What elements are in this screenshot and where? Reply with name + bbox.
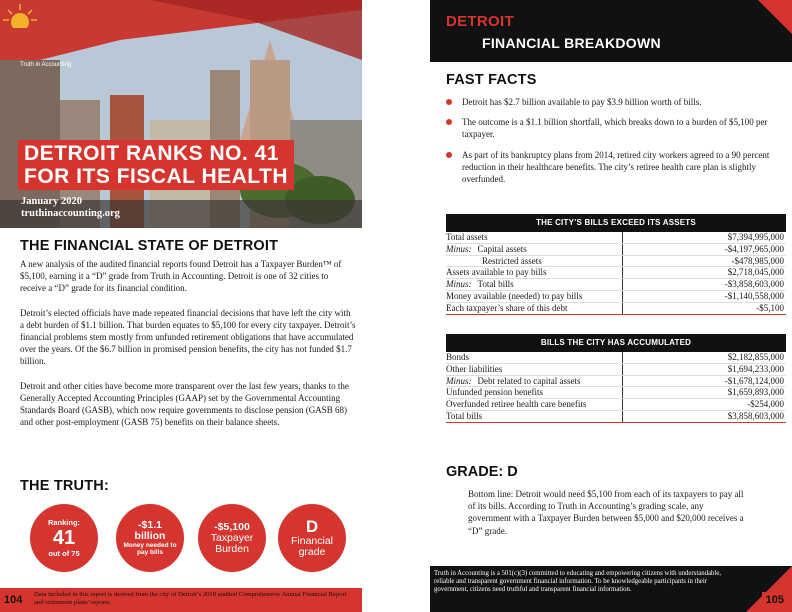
table-row xyxy=(446,256,786,268)
report-date: January 2020 xyxy=(21,196,82,207)
row-value: -$478,985,000 xyxy=(731,255,784,266)
bubble-bottom: Money needed to pay bills xyxy=(123,541,177,556)
row-label: Money available (needed) to pay bills xyxy=(446,290,583,301)
left-footer xyxy=(0,588,362,612)
website-link[interactable]: truthinaccounting.org xyxy=(21,208,120,219)
row-label: Total assets xyxy=(446,232,488,242)
bubble-big: billion xyxy=(134,529,166,542)
page-number: 105 xyxy=(762,592,788,608)
table-row xyxy=(446,376,786,388)
list-item: The outcome is a $1.1 billion shortfall, which breaks down to a burden of $5,100 per taxpayer. xyxy=(446,116,776,140)
footnote: Data included in this report is derived from the city of Detroit’s 2018 audited Comprehensive Annual Financial Report and retirement plans’ reports. xyxy=(34,591,347,606)
corner-accent xyxy=(758,0,792,34)
grade-value: D xyxy=(507,464,518,480)
list-item: As part of its bankruptcy plans from 2014, retired city workers agreed to a 90 percent reduction in their healthcare benefits. The city’s retiree health care plan is slightly overfunded. xyxy=(446,149,776,186)
grade-bubble xyxy=(278,504,346,572)
headline-line1: DETROIT RANKS NO. 41 xyxy=(24,142,280,165)
row-label: Overfunded retiree health care benefits xyxy=(446,399,587,410)
footer-text: Truth in Accounting is a 501(c)(3) committed to educating and empowering citizens with understandable, reliable and transparent government financial information. To be knowledgeable participants in their government, citizens need truthful and transparent financial information. xyxy=(434,570,722,593)
grade-heading xyxy=(446,464,518,480)
paragraph-1: A new analysis of the audited financial reports found Detroit has a Taxpayer Burden™ of $5,100, earning it a “D” grade from Truth in Accounting. Detroit is one of 32 cities to receive a “D” grade for its financial condition. xyxy=(20,259,342,294)
row-label: Assets available to pay bills xyxy=(446,267,547,278)
table-title: BILLS THE CITY HAS ACCUMULATED xyxy=(446,334,786,352)
bubble-top: -$1.1 xyxy=(138,518,162,531)
right-header xyxy=(430,0,792,62)
row-label: Total bills xyxy=(477,279,514,290)
paragraph-2: Detroit’s elected officials have made repeated financial decisions that have left the city with a debt burden of $1.1 billion. That burden equates to $5,100 for every city taxpayer. Detroit’s financial problems stem mostly from unfunded retirement obligations that have accumulated over the years. Of the $6.7 billion in promised pension benefits, the city has not funded $1.7 billion. xyxy=(20,307,356,367)
table-row xyxy=(446,303,786,315)
row-label: Restricted assets xyxy=(482,255,542,266)
list-item: Detroit has $2.7 billion available to pay $3.9 billion worth of bills. xyxy=(446,96,776,108)
row-label: Total bills xyxy=(446,410,483,421)
header-subtitle: FINANCIAL BREAKDOWN xyxy=(482,35,661,51)
row-value: $2,718,045,000 xyxy=(727,267,784,278)
fast-facts-list xyxy=(446,96,776,193)
headline-line2: FOR ITS FISCAL HEALTH xyxy=(24,165,289,188)
row-value: $1,659,893,000 xyxy=(727,387,784,398)
row-label: Debt related to capital assets xyxy=(477,375,581,386)
assets-table xyxy=(446,214,786,315)
row-label: Other liabilities xyxy=(446,363,503,374)
bubble-big: 41 xyxy=(52,527,76,549)
fast-facts-title: FAST FACTS xyxy=(446,72,537,88)
row-value: -$1,678,124,000 xyxy=(724,375,784,386)
taxpayer-burden-bubble xyxy=(198,504,266,572)
skyline-image xyxy=(0,0,362,228)
right-page xyxy=(430,0,792,612)
bubble-big: Financial xyxy=(290,535,334,547)
row-value: $3,858,603,000 xyxy=(727,410,784,421)
row-label: Each taxpayer’s share of this debt xyxy=(446,302,568,313)
money-needed-bubble xyxy=(116,504,184,572)
table-row xyxy=(446,279,786,291)
row-value: -$254,000 xyxy=(747,399,784,410)
bubble-top: Ranking: xyxy=(47,518,81,527)
grade-label: GRADE: xyxy=(446,464,504,480)
hero-photo xyxy=(0,0,362,228)
table-title: THE CITY’S BILLS EXCEED ITS ASSETS xyxy=(446,214,786,232)
table-row xyxy=(446,399,786,411)
logo-text: Truth in Accounting xyxy=(20,62,72,68)
bubble-bottom: grade xyxy=(298,546,326,558)
paragraph-3: Detroit and other cities have become more transparent over the last few years, thanks to the Generally Accepted Accounting Principles (GAAP) set by the Governmental Accounting Standards Board (GASB), which now require governments to disclose pension (GASB 68) and other post-employment (GASB 75) benefits on their balance sheets. xyxy=(20,380,349,428)
headline xyxy=(18,140,294,190)
table-row xyxy=(446,411,786,423)
truth-title: THE TRUTH: xyxy=(20,478,109,494)
row-label: Capital assets xyxy=(477,243,527,254)
row-value: $2,182,855,000 xyxy=(727,352,784,362)
table-row xyxy=(446,244,786,256)
table-row xyxy=(446,291,786,303)
table-row xyxy=(446,352,786,364)
table-row xyxy=(446,364,786,376)
section-title: THE FINANCIAL STATE OF DETROIT xyxy=(20,238,279,254)
header-city: DETROIT xyxy=(446,13,514,30)
row-value: $7,394,995,000 xyxy=(727,232,784,242)
row-prefix: Minus: xyxy=(446,243,472,254)
bubble-bottom: out of 75 xyxy=(48,549,80,558)
row-value: -$1,140,558,000 xyxy=(724,290,784,301)
row-value: -$3,858,603,000 xyxy=(724,279,784,290)
bubble-top: D xyxy=(305,517,319,536)
table-row xyxy=(446,267,786,279)
bubble-top: -$5,100 xyxy=(214,520,250,533)
row-value: $1,694,233,000 xyxy=(727,363,784,374)
bottom-line: Bottom line: Detroit would need $5,100 from each of its taxpayers to pay all of its bills. According to Truth in Accounting’s grading scale, any government with a Taxpayer Burden between $5,000 and $20,000 receives a “D” grade. xyxy=(468,489,744,536)
table-row xyxy=(446,387,786,399)
body-text xyxy=(20,258,356,440)
row-label: Unfunded pension benefits xyxy=(446,387,543,398)
page-number: 104 xyxy=(4,594,23,606)
row-prefix: Minus: xyxy=(446,279,472,290)
bubble-bottom: Burden xyxy=(215,542,249,555)
hero-date-block xyxy=(21,196,120,220)
right-footer xyxy=(430,566,792,612)
ranking-bubble xyxy=(30,504,98,572)
bills-table xyxy=(446,334,786,423)
row-prefix: Minus: xyxy=(446,375,472,386)
table-row xyxy=(446,232,786,244)
row-label: Bonds xyxy=(446,352,470,362)
bubble-big: Taxpayer xyxy=(210,531,254,544)
sun-logo-icon xyxy=(0,0,48,28)
row-value: -$4,197,965,000 xyxy=(724,243,784,254)
left-page xyxy=(0,0,362,612)
row-value: -$5,100 xyxy=(756,302,784,313)
